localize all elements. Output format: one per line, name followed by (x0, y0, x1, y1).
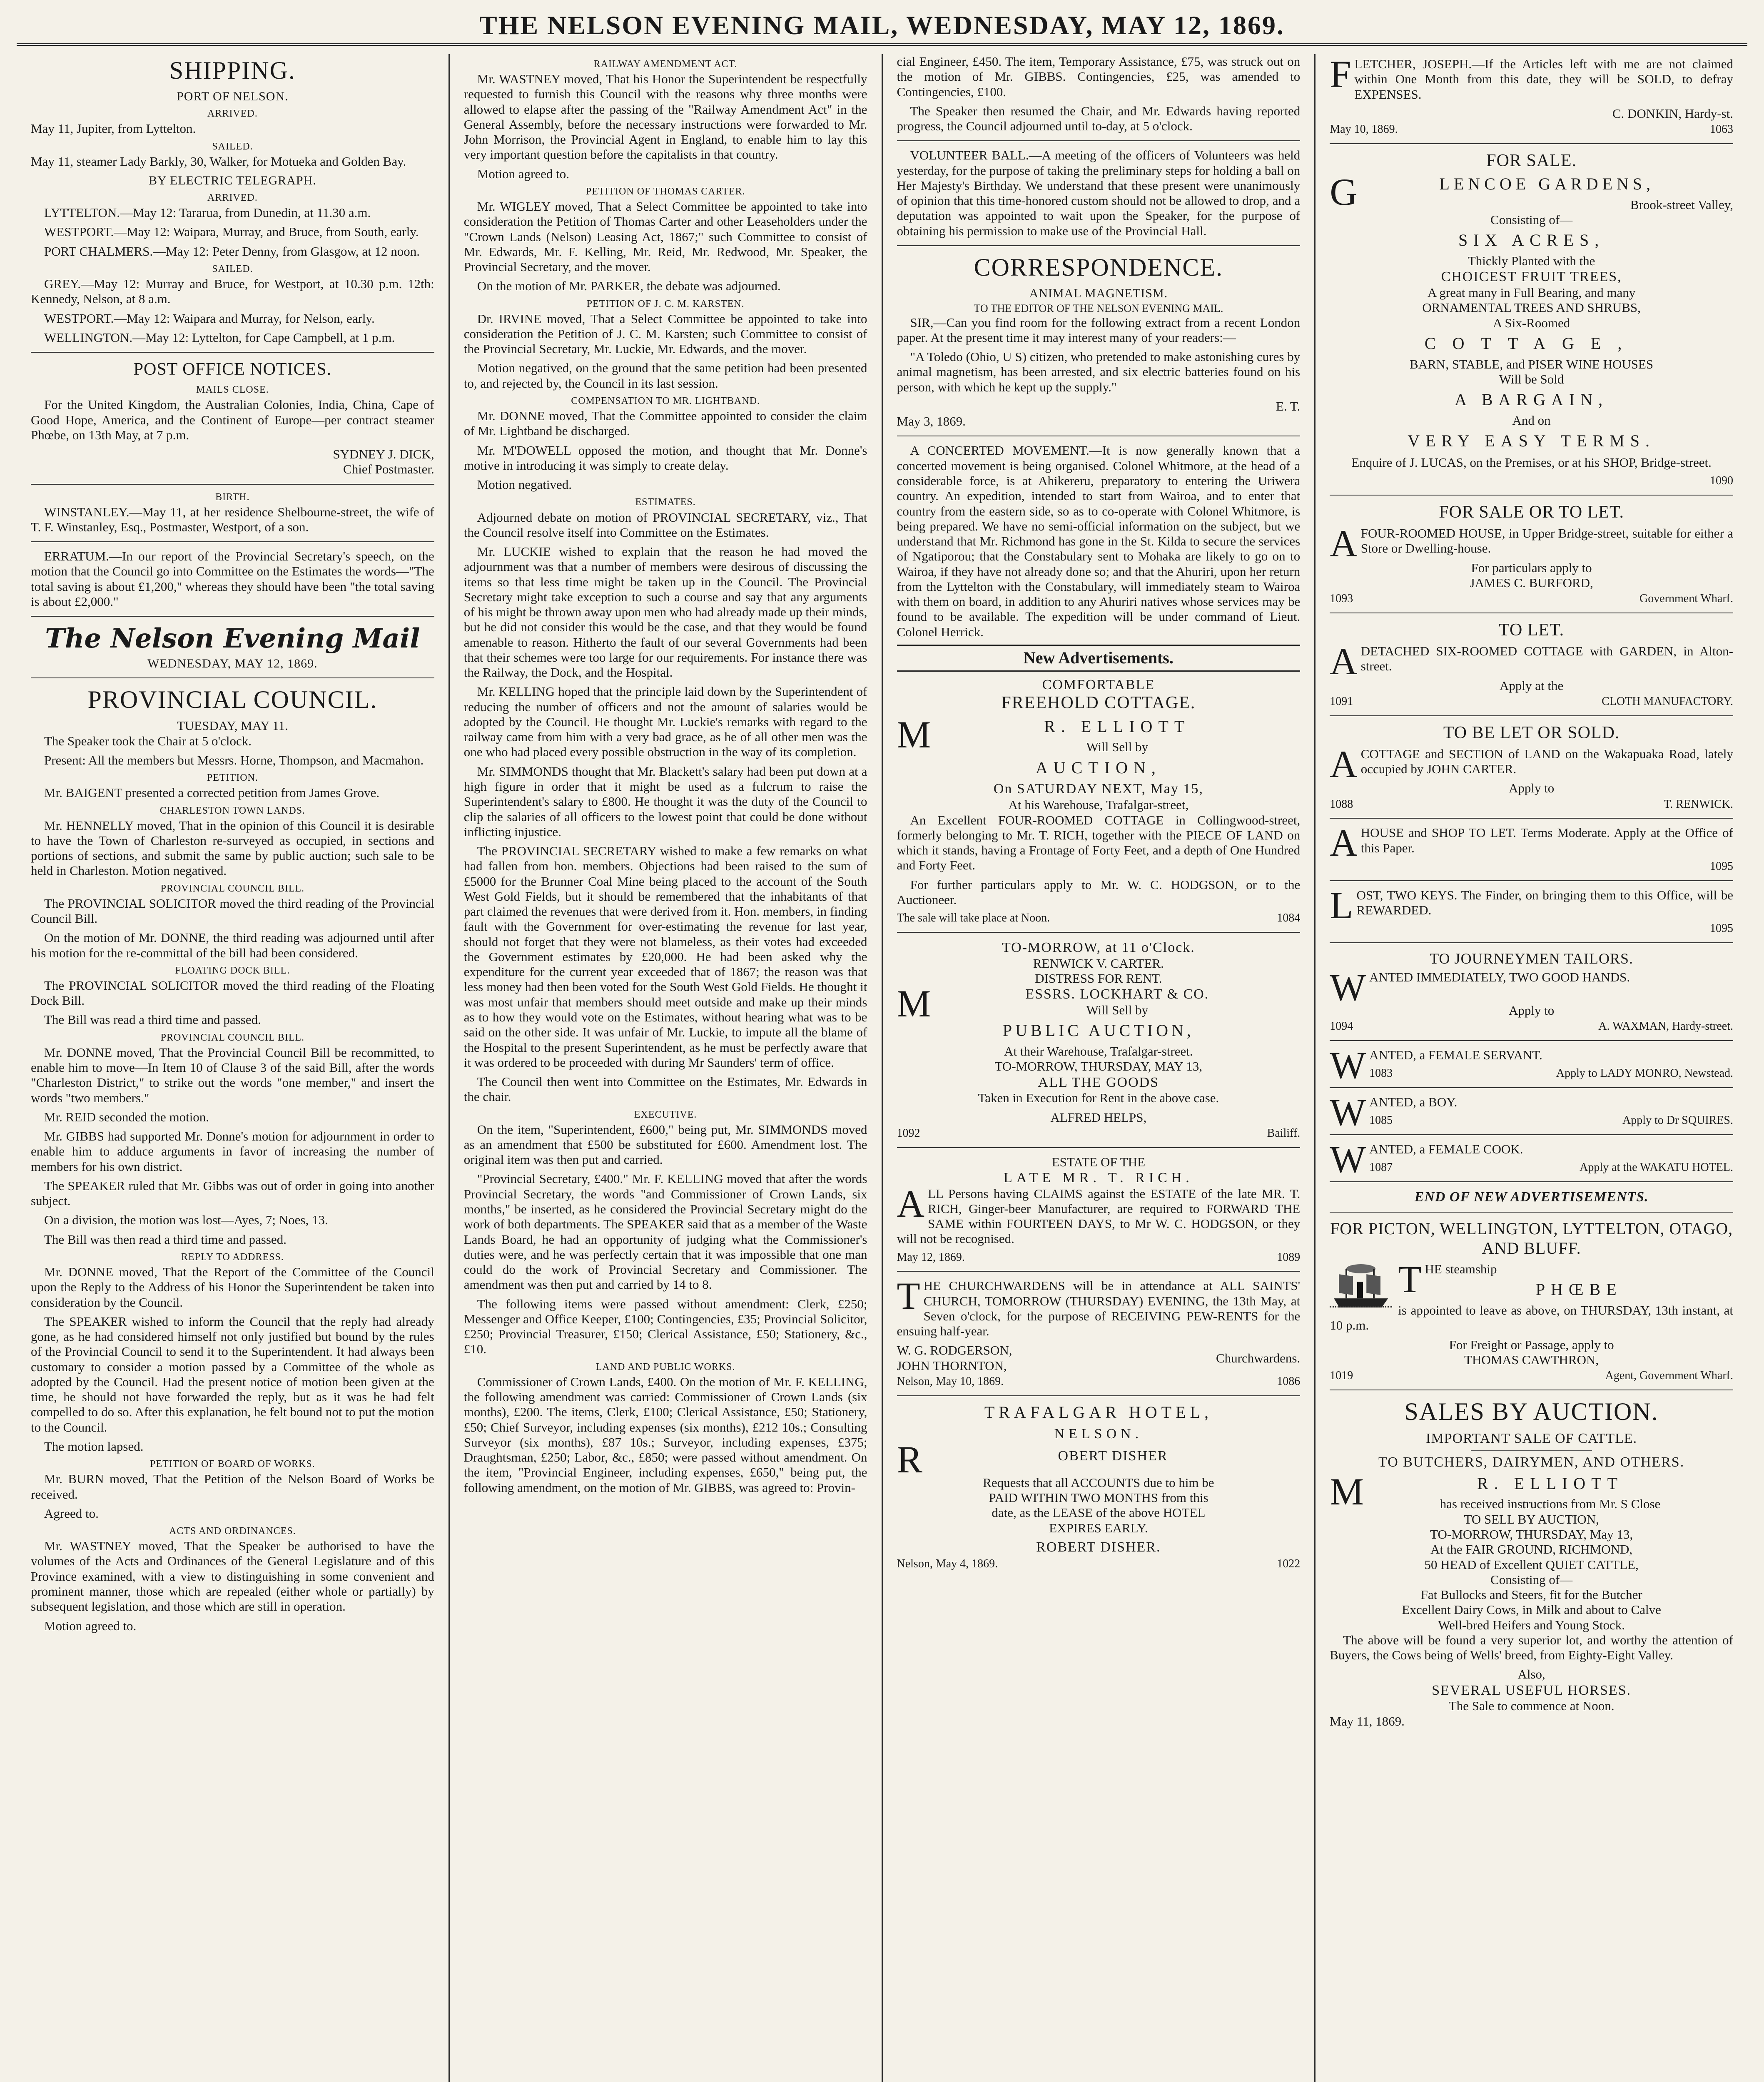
list-item: WESTPORT.—May 12: Waipara, Murray, and Bruce, from South, early. (44, 224, 419, 239)
ad5-text-3: date, as the LEASE of the above HOTEL (992, 1505, 1206, 1520)
correspondence-heading: CORRESPONDENCE. (974, 253, 1223, 281)
wanted4-number: 1087 (1369, 1161, 1393, 1174)
fletcher-text: LETCHER, JOSEPH.—If the Articles left with me are not claimed within One Month from this date, they will be SOLD, to defray EXPENSES. (1354, 57, 1733, 102)
detached-apply: Apply at the (1500, 678, 1564, 693)
tailors-heading: TO JOURNEYMEN TAILORS. (1430, 950, 1634, 967)
lightband-label: COMPENSATION TO MR. LIGHTBAND. (571, 396, 760, 407)
arrived-text: May 11, Jupiter, from Lyttelton. (31, 121, 196, 136)
let-or-sold-heading: TO BE LET OR SOLD. (1443, 723, 1620, 742)
dateline: WEDNESDAY, MAY 12, 1869. (147, 657, 318, 671)
cattle-heading: IMPORTANT SALE OF CATTLE. (1426, 1431, 1637, 1447)
end-new-ads-heading: END OF NEW ADVERTISEMENTS. (1414, 1189, 1649, 1205)
railway-text-2: Motion agreed to. (477, 166, 570, 181)
telegraph-heading: BY ELECTRIC TELEGRAPH. (148, 173, 316, 187)
arrived-label: ARRIVED. (207, 108, 258, 120)
works-text-1: Mr. BURN moved, That the Petition of the Nelson Board of Works be received. (31, 1472, 434, 1502)
cattle-text-10: The above will be found a very superior lot, and worthy the attention of Buyers, the Cows being of Wells' breed, from Eighty-Eight Valley. (1330, 1632, 1733, 1663)
four-text: FOUR-ROOMED HOUSE, in Upper Bridge-street, suitable for either a Store or Dwelling-house. (1360, 526, 1733, 556)
list-item: LYTTELTON.—May 12: Tararua, from Dunedin, at 11.30 a.m. (44, 205, 371, 220)
acts-label: ACTS AND ORDINANCES. (169, 1526, 296, 1537)
pcbill-label: PROVINCIAL COUNCIL BILL. (160, 883, 305, 894)
estimates-label: ESTIMATES. (635, 497, 696, 508)
pcbill-text-1: The PROVINCIAL SOLICITOR moved the third reading of the Provincial Council Bill. (31, 896, 434, 926)
wanted3-text: ANTED, a BOY. (1369, 1094, 1458, 1109)
ad3-heading-2: LATE MR. T. RICH. (1003, 1170, 1193, 1185)
floating-text-1: The PROVINCIAL SOLICITOR moved the third reading of the Floating Dock Bill. (31, 978, 434, 1008)
divider (897, 140, 1301, 141)
glencoe-line-2: Brook-street Valley, (1630, 197, 1733, 212)
wanted1-apply: Apply to (1508, 1003, 1555, 1018)
shipping-heading: SHIPPING. (169, 57, 296, 84)
fletcher-signature: C. DONKIN, Hardy-st. (1612, 106, 1733, 121)
new-advertisements-heading: New Advertisements. (897, 645, 1301, 672)
reply-text-2: The SPEAKER wished to inform the Council that the reply had already gone, as he had considered himself not only justified but bound by the rules of the Provincial Council to send it to the Superintendent. It had always been customary to consider a motion passed by a Committee of the whole as adopted by the Council. Had the present notice of motion been given at the time, he should not have forwarded the reply, but as it was he had felt compelled to do so. After this explanation, he felt bound not to put the motion to the Council. (31, 1314, 434, 1434)
glencoe-enquire: Enquire of J. LUCAS, on the Premises, or at his SHOP, Bridge-street. (1351, 455, 1712, 470)
phoebe-name: PHŒBE (1535, 1280, 1622, 1299)
ad4-signature-1: W. G. RODGERSON, (897, 1343, 1012, 1358)
ad-cottage-section (1330, 742, 1733, 812)
four-signature: JAMES C. BURFORD, (1470, 575, 1593, 590)
phoebe-freight: For Freight or Passage, apply to (1449, 1337, 1614, 1352)
cattle-noon: The Sale to commence at Noon. (1448, 1698, 1615, 1713)
ad1-auctioneer: R. ELLIOTT (1044, 717, 1191, 736)
estimates-text-3: Mr. KELLING hoped that the principle laid down by the Superintendent of reducing the number of officers and not the amount of salaries would be adopted by the Council. He thought Mr. Luckie's remarks with regard to the railway came from him with a very bad grace, as he of all other men was the one who had placed every possible obstruction in the way of its completion. (463, 684, 867, 760)
fletcher-number: 1063 (1710, 123, 1733, 136)
floating-text-2: The Bill was read a third time and passed. (44, 1012, 261, 1027)
ad5-name: OBERT DISHER (1058, 1448, 1168, 1464)
sailed-label: SAILED. (212, 141, 253, 152)
ad1-further: For further particulars apply to Mr. W. C. HODGSON, or to the Auctioneer. (897, 877, 1301, 907)
wanted3-number: 1085 (1369, 1113, 1393, 1127)
divider (897, 1147, 1301, 1148)
dropcap-w: W (1330, 1138, 1366, 1180)
divider (1471, 1450, 1592, 1451)
ad2-signature: ALFRED HELPS, (1050, 1110, 1147, 1125)
ad2-sell: Will Sell by (1086, 1002, 1149, 1017)
detached-text: DETACHED SIX-ROOMED COTTAGE with GARDEN, in Alton-street. (1360, 644, 1733, 674)
pcbill2-text-1: Mr. DONNE moved, That the Provincial Council Bill be recommitted, to enable him to move—In Item 10 of Clause 3 of the said Bill, after the words "Charleston District," to strike out the words "one member," and insert the words "two members." (31, 1045, 434, 1105)
works-text-2: Agreed to. (44, 1506, 99, 1521)
glencoe-line-15: VERY EASY TERMS. (1408, 431, 1656, 451)
council-date: TUESDAY, MAY 11. (177, 718, 288, 733)
ad1-sale: The sale will take place at Noon. (897, 911, 1050, 925)
ad4-number: 1086 (1277, 1375, 1301, 1388)
cattle-heading-1: TO BUTCHERS, DAIRYMEN, AND OTHERS. (1378, 1454, 1685, 1470)
birth-label: BIRTH. (215, 491, 250, 503)
ad2-auctioneer: ESSRS. LOCKHART & CO. (1025, 986, 1209, 1002)
ad1-where: At his Warehouse, Trafalgar-street, (1008, 797, 1189, 812)
lost-number: 1095 (1710, 922, 1733, 935)
charleston-label: CHARLESTON TOWN LANDS. (159, 805, 306, 816)
dropcap-a: A (1330, 822, 1358, 864)
steamship-icon (1330, 1263, 1392, 1313)
ad4-signature-2: JOHN THORNTON, (897, 1358, 1007, 1373)
railway-text-1: Mr. WASTNEY moved, That his Honor the Superintendent be respectfully requested to furnish this Council with the reasons why three months were allowed to elapse after the passing of the "Railway Amendment Act" in the General Assembly, before the necessary instructions were forwarded to Mr. John Morrison, the Provincial Agent in England, to enable him to lay this very important question before the capitalists in that country. (463, 72, 867, 162)
carter-text-1: Mr. WIGLEY moved, That a Select Committee be appointed to take into consideration the Petition of Thomas Carter and other Leaseholders under the "Crown Lands (Nelson) Leasing Act, 1867;" such Committee to consist of Mr. Edwards, Mr. F. Kelling, Mr. Reid, Mr. Redwood, Mr. Speaker, the Provincial Secretary, and the mover. (463, 199, 867, 274)
masthead: THE NELSON EVENING MAIL, WEDNESDAY, MAY 12, 1869. (479, 10, 1285, 40)
petition-label: PETITION. (207, 772, 258, 784)
sailed2-label: SAILED. (212, 263, 253, 274)
ad2-taken: Taken in Execution for Rent in the above case. (978, 1091, 1219, 1106)
ad3-number: 1089 (1277, 1250, 1301, 1264)
divider (1330, 818, 1733, 819)
pcbill2-text-5: On a division, the motion was lost—Ayes, 7; Noes, 13. (44, 1213, 328, 1228)
ad5-signature: ROBERT DISHER. (1036, 1539, 1161, 1555)
divider (897, 932, 1301, 933)
phoebe-signature: THOMAS CAWTHRON, (1464, 1352, 1599, 1367)
estimates-text-4: Mr. SIMMONDS thought that Mr. Blackett's salary had been put down at a high figure in order that it might be used as a fulcrum to raise the Superintendent's salary to £800. He thought it was the duty of the Council to clip the salaries of all officers to the lowest point that could be done without inflicting injustice. (463, 764, 867, 839)
glencoe-line-13: A BARGAIN, (1455, 390, 1609, 409)
mails-role: Chief Postmaster. (343, 462, 434, 477)
ad-distress-for-rent (897, 939, 1301, 1141)
estimates-text-1: Adjourned debate on motion of PROVINCIAL SECRETARY, viz., That the Council resolve itself into Committee on the Estimates. (463, 510, 867, 540)
pcbill2-text-3: Mr. GIBBS had supported Mr. Donne's motion for adjournment in order to enable him to adduce arguments in favor of increasing the number of members for his own district. (31, 1129, 434, 1174)
birth-text: WINSTANLEY.—May 11, at her residence Shelbourne-street, the wife of T. F. Winstanley, Esq., Postmaster, Westport, of a son. (31, 504, 434, 534)
four-number: 1093 (1330, 592, 1353, 605)
divider (31, 541, 434, 542)
to-let-heading: TO LET. (1499, 620, 1565, 640)
land-text-1: Commissioner of Crown Lands, £400. On the motion of Mr. F. KELLING, the following amendment was carried: Commissioner of Crown Lands (six months), £200. The items, Clerk, £100; Clerical Assistance, £50; Stationery, £50; Chief Surveyor, including expenses (six months), £212 10s.; Consulting Surveyor (six months), £87 10s.; Surveyor, including expenses, £375; Draughtsman, £250; Labor, &c., £850; were passed without amendment. On the item, "Provincial Engineer, including expenses, £650," being put, the following amendment, on the motion of Mr. GIBBS, was agreed to: Provin- (463, 1374, 867, 1495)
glencoe-number: 1090 (1710, 474, 1733, 488)
concerted-text: A CONCERTED MOVEMENT.—It is now generally known that a concerted movement is being organised. Colonel Whitmore, at the head of a considerable force, is at Ahikereru, preparatory to entering the Uriwera country. An expedition, intended to start from Wairoa, and to enter that country from the eastern side, so as to co-operate with Colonel Whitmore, is being prepared. We have no semi-official information on the subject, but we understand that Mr. Richmond has gone in the St. Kilda to secure the services of Ngatiporou; that the Constabulary sent to Mohaka are likely to go on to Wairoa, if they have not already done so; and that the Ahuriri, upon her return from the Lyttelton with the Constabulary, will immediately steam to Wairoa with them on board, in addition to any Ahuriri natives whose services may be found to be available. The expedition will be under command of Lieut. Colonel Herrick. (897, 443, 1301, 639)
cottage-text: COTTAGE and SECTION of LAND on the Wakapuaka Road, lately occupied by JOHN CARTER. (1360, 746, 1733, 777)
dropcap-a: A (1330, 742, 1358, 785)
detached-signature: CLOTH MANUFACTORY. (1602, 695, 1733, 708)
ad5-text-4: EXPIRES EARLY. (1049, 1520, 1148, 1535)
masthead-rule (17, 43, 1747, 46)
cattle-text-6: Consisting of— (1490, 1572, 1573, 1587)
column-3 (882, 54, 1315, 2082)
divider (31, 677, 434, 678)
ad5-text-2: PAID WITHIN TWO MONTHS from this (989, 1490, 1208, 1505)
newspaper-flag: The Nelson Evening Mail (45, 623, 420, 655)
dropcap-t: T (1398, 1258, 1422, 1301)
glencoe-line-5: Thickly Planted with the (1468, 254, 1595, 269)
ad2-heading-3: DISTRESS FOR RENT. (1035, 971, 1162, 986)
animal-heading: ANIMAL MAGNETISM. (1029, 286, 1168, 301)
acts-text-2: Motion agreed to. (44, 1618, 137, 1633)
wanted1-text: ANTED IMMEDIATELY, TWO GOOD HANDS. (1369, 970, 1630, 985)
sale-or-let-heading: FOR SALE OR TO LET. (1439, 503, 1624, 522)
divider (1330, 942, 1733, 943)
council-open-2: Present: All the members but Messrs. Horne, Thompson, and Macmahon. (44, 752, 424, 767)
wanted1-signature: A. WAXMAN, Hardy-street. (1598, 1019, 1733, 1033)
phoebe-role: Agent, Government Wharf. (1605, 1369, 1733, 1382)
wanted2-text: ANTED, a FEMALE SERVANT. (1369, 1047, 1542, 1062)
executive-text-3: The following items were passed without amendment: Clerk, £250; Messenger and Office Keeper, £100; Contingencies, £35; Provincial Solicitor, £250; Provincial Treasurer, £150; Clerical Assistance, £50; Stationery, &c., £10. (463, 1296, 867, 1357)
executive-label: EXECUTIVE. (634, 1109, 697, 1120)
divider (1330, 143, 1733, 144)
ad2-number: 1092 (897, 1126, 920, 1140)
cattle-auctioneer: R. ELLIOTT (1477, 1474, 1624, 1493)
charleston-text: Mr. HENNELLY moved, That in the opinion of this Council it is desirable to have the Town of Charleston re-surveyed as occupied, in sections and portions of sections, and submit the same by public auction; such sale to be held in Charleston. Motion negatived. (31, 818, 434, 878)
for-sale-heading: FOR SALE. (1486, 151, 1577, 170)
ad-detached-cottage (1330, 640, 1733, 709)
glencoe-line-9: A Six-Roomed (1493, 315, 1570, 330)
pcbill2-text-2: Mr. REID seconded the motion. (44, 1109, 209, 1124)
dropcap-a: A (1330, 640, 1358, 683)
animal-text-1: SIR,—Can you find room for the following extract from a recent London paper. At the present time it may interest many of your readers:— (897, 315, 1301, 345)
volunteer-text: VOLUNTEER BALL.—A meeting of the officers of Volunteers was held yesterday, for the purpose of taking the preliminary steps for holding a ball on Her Majesty's Birthday. We understand that these present were unanimously of opinion that this time-honored custom should not be allowed to drop, and a deputation was appointed to wait upon the Speaker, for the purpose of obtaining his permission to make use of the Provincial Hall. (897, 148, 1301, 238)
dropcap-m: M (897, 982, 931, 1025)
mails-label: MAILS CLOSE. (196, 384, 269, 396)
cattle-also: Also, (1517, 1667, 1545, 1682)
dropcap-l: L (1330, 884, 1353, 926)
ad3-heading-1: ESTATE OF THE (1051, 1154, 1146, 1169)
divider (1330, 880, 1733, 881)
ad-wanted-cook (1330, 1138, 1733, 1180)
ad1-text: An Excellent FOUR-ROOMED COTTAGE in Collingwood-street, formerly belonging to Mr. T. RICH, together with the PIECE OF LAND on which it stands, having a Frontage of Forty Feet, and a depth of One Hundred and Forty Feet. (897, 812, 1301, 873)
fletcher-date: May 10, 1869. (1330, 123, 1398, 136)
wanted4-apply: Apply at the WAKATU HOTEL. (1580, 1161, 1733, 1174)
ad-fletcher (1330, 54, 1733, 137)
glencoe-line-8: ORNAMENTAL TREES AND SHRUBS, (1422, 300, 1641, 315)
ad4-date: Nelson, May 10, 1869. (897, 1375, 1004, 1388)
column-1 (17, 54, 448, 2082)
glencoe-line-4: SIX ACRES, (1458, 231, 1605, 250)
pcbill2-text-6: The Bill was then read a third time and passed. (44, 1232, 287, 1247)
ad5-heading-2: NELSON. (1054, 1426, 1143, 1442)
glencoe-line-3: Consisting of— (1490, 212, 1573, 227)
pcbill-text-2: On the motion of Mr. DONNE, the third reading was adjourned until after his motion for the re-committal of the bill had been considered. (31, 930, 434, 960)
karsten-label: PETITION OF J. C. M. KARSTEN. (586, 298, 745, 309)
ad-freehold-cottage (897, 677, 1301, 925)
lost-text: OST, TWO KEYS. The Finder, on bringing them to this Office, will be REWARDED. (1356, 887, 1733, 917)
ad-lost-keys (1330, 884, 1733, 936)
carter-label: PETITION OF THOMAS CARTER. (586, 186, 745, 197)
cottage-number: 1088 (1330, 797, 1353, 811)
list-item: WESTPORT.—May 12: Waipara and Murray, for Nelson, early. (44, 311, 375, 326)
works-label: PETITION OF BOARD OF WORKS. (150, 1459, 315, 1470)
divider (1330, 1181, 1733, 1182)
reply-text-1: Mr. DONNE moved, That the Report of the Committee of the Council upon the Reply to the Address of his Honor the Superintendent be taken into consideration by the Council. (31, 1265, 434, 1310)
petition-text: Mr. BAIGENT presented a corrected petition from James Grove. (44, 785, 380, 800)
wanted2-apply: Apply to LADY MONRO, Newstead. (1556, 1066, 1733, 1080)
estimates-text-5: The PROVINCIAL SECRETARY wished to make a few remarks on what had fallen from hon. members. Objections had been raised to the sum of £5000 for the Brunner Coal Mine being placed to the account of the South West Gold Fields, but it should be remembered that the inhabitants of that part claimed the revenues that were derived from it. Hon. members, in finding fault with the Government for over-estimating the revenue for last year, should not forget that they were not blameless, as their votes had exceeded the Government estimates by £20,000. He had been asked why the expenditure for the current year exceeded that of 1867; the reason was that less money had then been voted for the South West Gold Fields. He thought it was most unfair that members should meet outside and make up their minds as to how they would vote on the Estimates, without hearing what was to be said on the other side. It was unfair of Mr. Luckie, to impute all the blame of the Hospital to the present Superintendent, as he must be perfectly aware that it was ordered to be proceeded with during Mr Saunders' term of office. (463, 844, 867, 1070)
ad1-number: 1084 (1277, 911, 1301, 925)
animal-to: TO THE EDITOR OF THE NELSON EVENING MAIL. (974, 302, 1223, 315)
ad2-auction: PUBLIC AUCTION, (1002, 1021, 1194, 1040)
ad4-role: Churchwardens. (1216, 1350, 1301, 1365)
council-heading: PROVINCIAL COUNCIL. (87, 686, 378, 714)
karsten-text-2: Motion negatived, on the ground that the same petition had been presented to, and rejected by, the Council in its last session. (463, 361, 867, 391)
ad-steamship-phoebe (1330, 1258, 1733, 1383)
glencoe-line-10: COTTAGE, (1424, 334, 1639, 353)
lightband-text-3: Motion negatived. (477, 477, 572, 492)
mails-text: For the United Kingdom, the Australian Colonies, India, China, Cape of Good Hope, America, and the Continent of Europe—per contract steamer Phœbe, on 13th May, at 7 p.m. (31, 397, 434, 442)
divider (1330, 715, 1733, 716)
glencoe-line-12: Will be Sold (1499, 371, 1564, 386)
land-label: LAND AND PUBLIC WORKS. (595, 1361, 735, 1372)
ad1-heading-1: COMFORTABLE (1042, 677, 1155, 692)
list-item: WELLINGTON.—May 12: Lyttelton, for Cape Campbell, at 1 p.m. (44, 330, 395, 345)
divider (1330, 1087, 1733, 1088)
wanted2-number: 1083 (1369, 1066, 1393, 1080)
phoebe-number: 1019 (1330, 1369, 1353, 1382)
animal-text-2: "A Toledo (Ohio, U S) citizen, who pretended to make astonishing cures by animal magnetism, has been arrested, and six electric batteries found on his person, with which he kept up the supply." (897, 349, 1301, 394)
picton-heading: FOR PICTON, WELLINGTON, LYTTELTON, OTAGO, AND BLUFF. (1330, 1219, 1733, 1258)
cottage-signature: T. RENWICK. (1664, 797, 1733, 811)
ad2-when: TO-MORROW, THURSDAY, MAY 13, (994, 1059, 1203, 1074)
cattle-text-5: 50 HEAD of Excellent QUIET CATTLE, (1424, 1557, 1639, 1572)
glencoe-heading: LENCOE GARDENS, (1439, 174, 1655, 193)
pcbill2-label: PROVINCIAL COUNCIL BILL. (160, 1032, 305, 1043)
ad3-date: May 12, 1869. (897, 1250, 965, 1264)
dropcap-f: F (1330, 54, 1351, 95)
ad2-role: Bailiff. (1267, 1126, 1301, 1140)
column-4 (1314, 54, 1747, 2082)
karsten-text-1: Dr. IRVINE moved, That a Select Committee be appointed to take into consideration the Petition of J. C. M. Karsten; such Committee to consist of the Provincial Secretary, Mr. Luckie, Mr. Edwards, and the mover. (463, 311, 867, 356)
divider (1330, 495, 1733, 496)
ad2-goods: ALL THE GOODS (1038, 1074, 1159, 1090)
dropcap-m: M (1330, 1470, 1364, 1513)
pcbill2-text-4: The SPEAKER ruled that Mr. Gibbs was out of order in going into another subject. (31, 1178, 434, 1208)
cont-text-1: cial Engineer, £450. The item, Temporary Assistance, £75, was struck out on the motion of Mr. GIBBS. Contingencies, £25, was amended to Contingencies, £100. (897, 54, 1301, 99)
ad-wanted-servant (1330, 1043, 1733, 1086)
list-item: PORT CHALMERS.—May 12: Peter Denny, from Glasgow, at 12 noon. (44, 244, 420, 259)
council-open-1: The Speaker took the Chair at 5 o'clock. (44, 733, 252, 748)
wanted1-number: 1094 (1330, 1019, 1353, 1033)
port-heading: PORT OF NELSON. (177, 90, 289, 104)
ad1-auction: AUCTION, (1035, 758, 1161, 777)
divider (31, 616, 434, 617)
ad1-sell: Will Sell by (1086, 740, 1149, 755)
lightband-text-2: Mr. M'DOWELL opposed the motion, and thought that Mr. Donne's motive in introducing it was simply to create delay. (463, 443, 867, 473)
dropcap-m: M (897, 713, 931, 756)
ad3-text: LL Persons having CLAIMS against the ESTATE of the late MR. T. RICH, Ginger-beer Manufacturer, are required to FORWARD THE SAME within FOURTEEN DAYS, to Mr W. C. HODGSON, or they will not be recognised. (897, 1186, 1301, 1246)
erratum-text: ERRATUM.—In our report of the Provincial Secretary's speech, on the motion that the Council go into Committee on the Estimates the words—"The total saving is about £1,200," whereas they should have been "the total saving is about £2,000." (31, 549, 434, 609)
list-item: GREY.—May 12: Murray and Bruce, for Westport, at 10.30 p.m. 12th: Kennedy, Nelson, at 8 a.m. (31, 276, 434, 306)
cattle-date: May 11, 1869. (1330, 1713, 1405, 1728)
dropcap-t: T (897, 1275, 920, 1317)
ad5-number: 1022 (1277, 1557, 1301, 1570)
floating-label: FLOATING DOCK BILL. (175, 965, 290, 976)
ad-wanted-boy (1330, 1091, 1733, 1133)
ad-churchwardens (897, 1275, 1301, 1388)
dropcap-w: W (1330, 1043, 1366, 1086)
divider (897, 1271, 1301, 1272)
house-text: HOUSE and SHOP TO LET. Terms Moderate. Apply at the Office of this Paper. (1360, 825, 1733, 855)
ad-wanted-hands (1330, 966, 1733, 1034)
columns (17, 54, 1747, 2082)
divider (31, 484, 434, 485)
executive-text-1: On the item, "Superintendent, £600," being put, Mr. SIMMONDS moved as an amendment that £500 be substituted for £600. Amendment lost. The original item was then put and carried. (463, 1122, 867, 1167)
sales-heading: SALES BY AUCTION. (1404, 1397, 1659, 1425)
dropcap-r: R (897, 1438, 922, 1481)
ad5-date: Nelson, May 4, 1869. (897, 1557, 998, 1570)
estimates-text-6: The Council then went into Committee on the Estimates, Mr. Edwards in the chair. (463, 1074, 867, 1104)
cattle-horses: SEVERAL USEFUL HORSES. (1432, 1682, 1632, 1698)
arrived2-label: ARRIVED. (207, 192, 258, 204)
cottage-apply: Apply to (1508, 781, 1555, 796)
carter-text-2: On the motion of Mr. PARKER, the debate was adjourned. (477, 279, 781, 294)
cattle-text-8: Excellent Dairy Cows, in Milk and about to Calve (1402, 1602, 1661, 1617)
ad2-where: At their Warehouse, Trafalgar-street. (1004, 1043, 1193, 1058)
reply-text-3: The motion lapsed. (44, 1439, 144, 1454)
wanted4-text: ANTED, a FEMALE COOK. (1369, 1141, 1523, 1156)
house-number: 1095 (1710, 859, 1733, 873)
cattle-text-9: Well-bred Heifers and Young Stock. (1438, 1617, 1625, 1632)
glencoe-line-11: BARN, STABLE, and PISER WINE HOUSES (1410, 356, 1654, 371)
ad5-text-1: Requests that all ACCOUNTS due to him be (983, 1475, 1214, 1490)
cattle-text-7: Fat Bullocks and Steers, fit for the Butcher (1420, 1587, 1642, 1602)
post-office-heading: POST OFFICE NOTICES. (133, 360, 332, 379)
glencoe-line-6: CHOICEST FRUIT TREES, (1441, 269, 1622, 285)
dropcap-g: G (1330, 170, 1358, 213)
four-apply: For particulars apply to (1471, 560, 1592, 575)
divider (897, 1395, 1301, 1396)
railway-label: RAILWAY AMENDMENT ACT. (593, 59, 737, 70)
ad-glencoe-gardens (1330, 170, 1733, 488)
cattle-text-1: has received instructions from Mr. S Close (1440, 1497, 1661, 1512)
reply-label: REPLY TO ADDRESS. (181, 1252, 284, 1263)
ad1-when: On SATURDAY NEXT, May 15, (993, 781, 1203, 797)
ad5-heading-1: TRAFALGAR HOTEL, (984, 1402, 1213, 1422)
glencoe-line-14: And on (1512, 413, 1551, 428)
ad1-heading-2: FREEHOLD COTTAGE. (1001, 693, 1196, 713)
divider (897, 245, 1301, 246)
divider (1330, 1134, 1733, 1135)
glencoe-line-7: A great many in Full Bearing, and many (1427, 285, 1636, 300)
ad-house-shop (1330, 822, 1733, 873)
four-role: Government Wharf. (1639, 592, 1733, 605)
column-2 (448, 54, 882, 2082)
ad4-text: HE CHURCHWARDENS will be in attendance at ALL SAINTS' CHURCH, TOMORROW (THURSDAY) EVENING, the 13th May, at Seven o'clock, for the purpose of RECEIVING PEW-RENTS for the ensuing half-year. (897, 1278, 1301, 1339)
ad2-heading-1: TO-MORROW, at 11 o'Clock. (1002, 939, 1195, 955)
lightband-text-1: Mr. DONNE moved, That the Committee appointed to consider the claim of Mr. Lightband be discharged. (463, 408, 867, 438)
animal-date: May 3, 1869. (897, 414, 966, 429)
ad-sale-of-cattle (1330, 1454, 1733, 1729)
sailed-text: May 11, steamer Lady Barkly, 30, Walker, for Motueka and Golden Bay. (31, 154, 406, 169)
cattle-text-2: TO SELL BY AUCTION, (1464, 1512, 1599, 1527)
ad-four-roomed-house (1330, 522, 1733, 606)
divider (31, 352, 434, 353)
dropcap-w: W (1330, 966, 1366, 1009)
ad-estate-rich (897, 1155, 1301, 1265)
dropcap-w: W (1330, 1091, 1366, 1133)
cattle-text-4: At the FAIR GROUND, RICHMOND, (1430, 1542, 1633, 1557)
detached-number: 1091 (1330, 695, 1353, 708)
estimates-text-2: Mr. LUCKIE wished to explain that the reason he had moved the adjournment was that a number of members were desirous of discussing the items so that less time might be taken up in the Council. The Provincial Secretary might take exception to such a course and say that any arguments of his might be thrown away upon men who had already made up their minds, but he did not consider this would be the case, and that they would be found amenable to reason. Hitherto the fault of our several Governments had been that their schemes were too large for our requirements. For instance there was the Railway, the Dock, and the Hospital. (463, 544, 867, 680)
divider (1330, 1212, 1733, 1213)
phoebe-the: HE steamship (1425, 1262, 1497, 1277)
dropcap-a: A (897, 1182, 924, 1225)
wanted3-apply: Apply to Dr SQUIRES. (1622, 1113, 1733, 1127)
divider (1330, 1040, 1733, 1041)
executive-text-2: "Provincial Secretary, £400." Mr. F. KELLING moved that after the words Provincial Secretary, the words "and Commissioner of Crown Lands, six months," be inserted, as he considered the Provincial Secretary might do the work of both departments. The SPEAKER said that as a member of the Waste Lands Board, he had an opportunity of judging what the Commissioner's duties were, and he was perfectly certain that it was impossible that one man could do the work of Provincial Secretary and Commissioner. The amendment was then put and carried by 14 to 8. (463, 1171, 867, 1292)
dropcap-a: A (1330, 522, 1358, 565)
ad-trafalgar-hotel (897, 1403, 1301, 1571)
cattle-text-3: TO-MORROW, THURSDAY, May 13, (1430, 1527, 1633, 1542)
cont-text-2: The Speaker then resumed the Chair, and Mr. Edwards having reported progress, the Council adjourned until to-day, at 5 o'clock. (897, 103, 1301, 134)
acts-text: Mr. WASTNEY moved, That the Speaker be authorised to have the volumes of the Acts and Ordinances of the General Legislature and of this Province examined, with a view to distinguishing in some convenient and prominent manner, those which are repealed (either whole or partially) by subsequent legislation, and those which are still in operation. (31, 1539, 434, 1614)
phoebe-text: is appointed to leave as above, on THURSDAY, 13th instant, at 10 p.m. (1330, 1303, 1733, 1333)
mails-signature: SYDNEY J. DICK, (333, 447, 434, 462)
animal-signature: E. T. (1276, 398, 1301, 413)
ad2-heading-2: RENWICK V. CARTER. (1033, 956, 1164, 971)
